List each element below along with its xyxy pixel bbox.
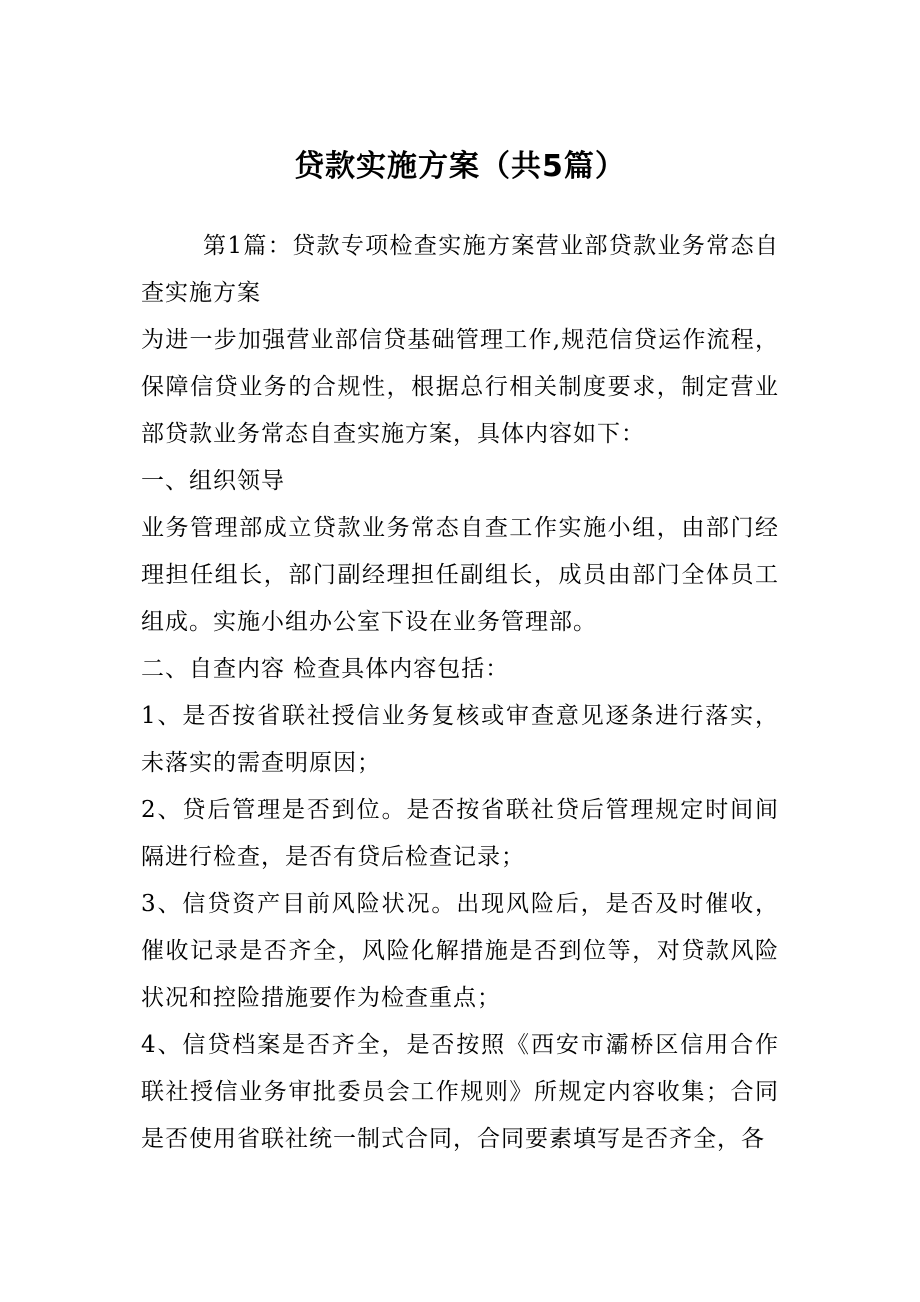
section-heading-organization: 一、组织领导 [141,468,285,494]
document-body [141,223,779,1163]
intro-paragraph: 为进一步加强营业部信贷基础管理工作,规范信贷运作流程，保障信贷业务的合规性，根据总行相关制度要求，制定营业部贷款业务常态自查实施方案，具体内容如下： [141,327,779,447]
organization-paragraph: 业务管理部成立贷款业务常态自查工作实施小组，由部门经理担任组长，部门副经理担任副组长，成员由部门全体员工组成。实施小组办公室下设在业务管理部。 [141,515,779,635]
list-item-1: 1、是否按省联社授信业务复核或审查意见逐条进行落实，未落实的需查明原因； [141,703,779,776]
section-heading-part-1: 第1篇：贷款专项检查实施方案营业部贷款业务常态自查实施方案 [141,233,779,306]
section-heading-self-check: 二、自查内容 检查具体内容包括： [141,656,510,682]
list-item-4: 4、信贷档案是否齐全，是否按照《西安市灞桥区信用合作联社授信业务审批委员会工作规则》所规定内容收集；合同是否使用省联社统一制式合同，合同要素填写是否齐全，各 [141,1032,779,1152]
document-title: 贷款实施方案（共5篇） [294,149,626,184]
list-item-3: 3、信贷资产目前风险状况。出现风险后，是否及时催收，催收记录是否齐全，风险化解措施是否到位等，对贷款风险状况和控险措施要作为检查重点； [141,891,779,1011]
list-item-2: 2、贷后管理是否到位。是否按省联社贷后管理规定时间间隔进行检查，是否有贷后检查记录； [141,797,779,870]
